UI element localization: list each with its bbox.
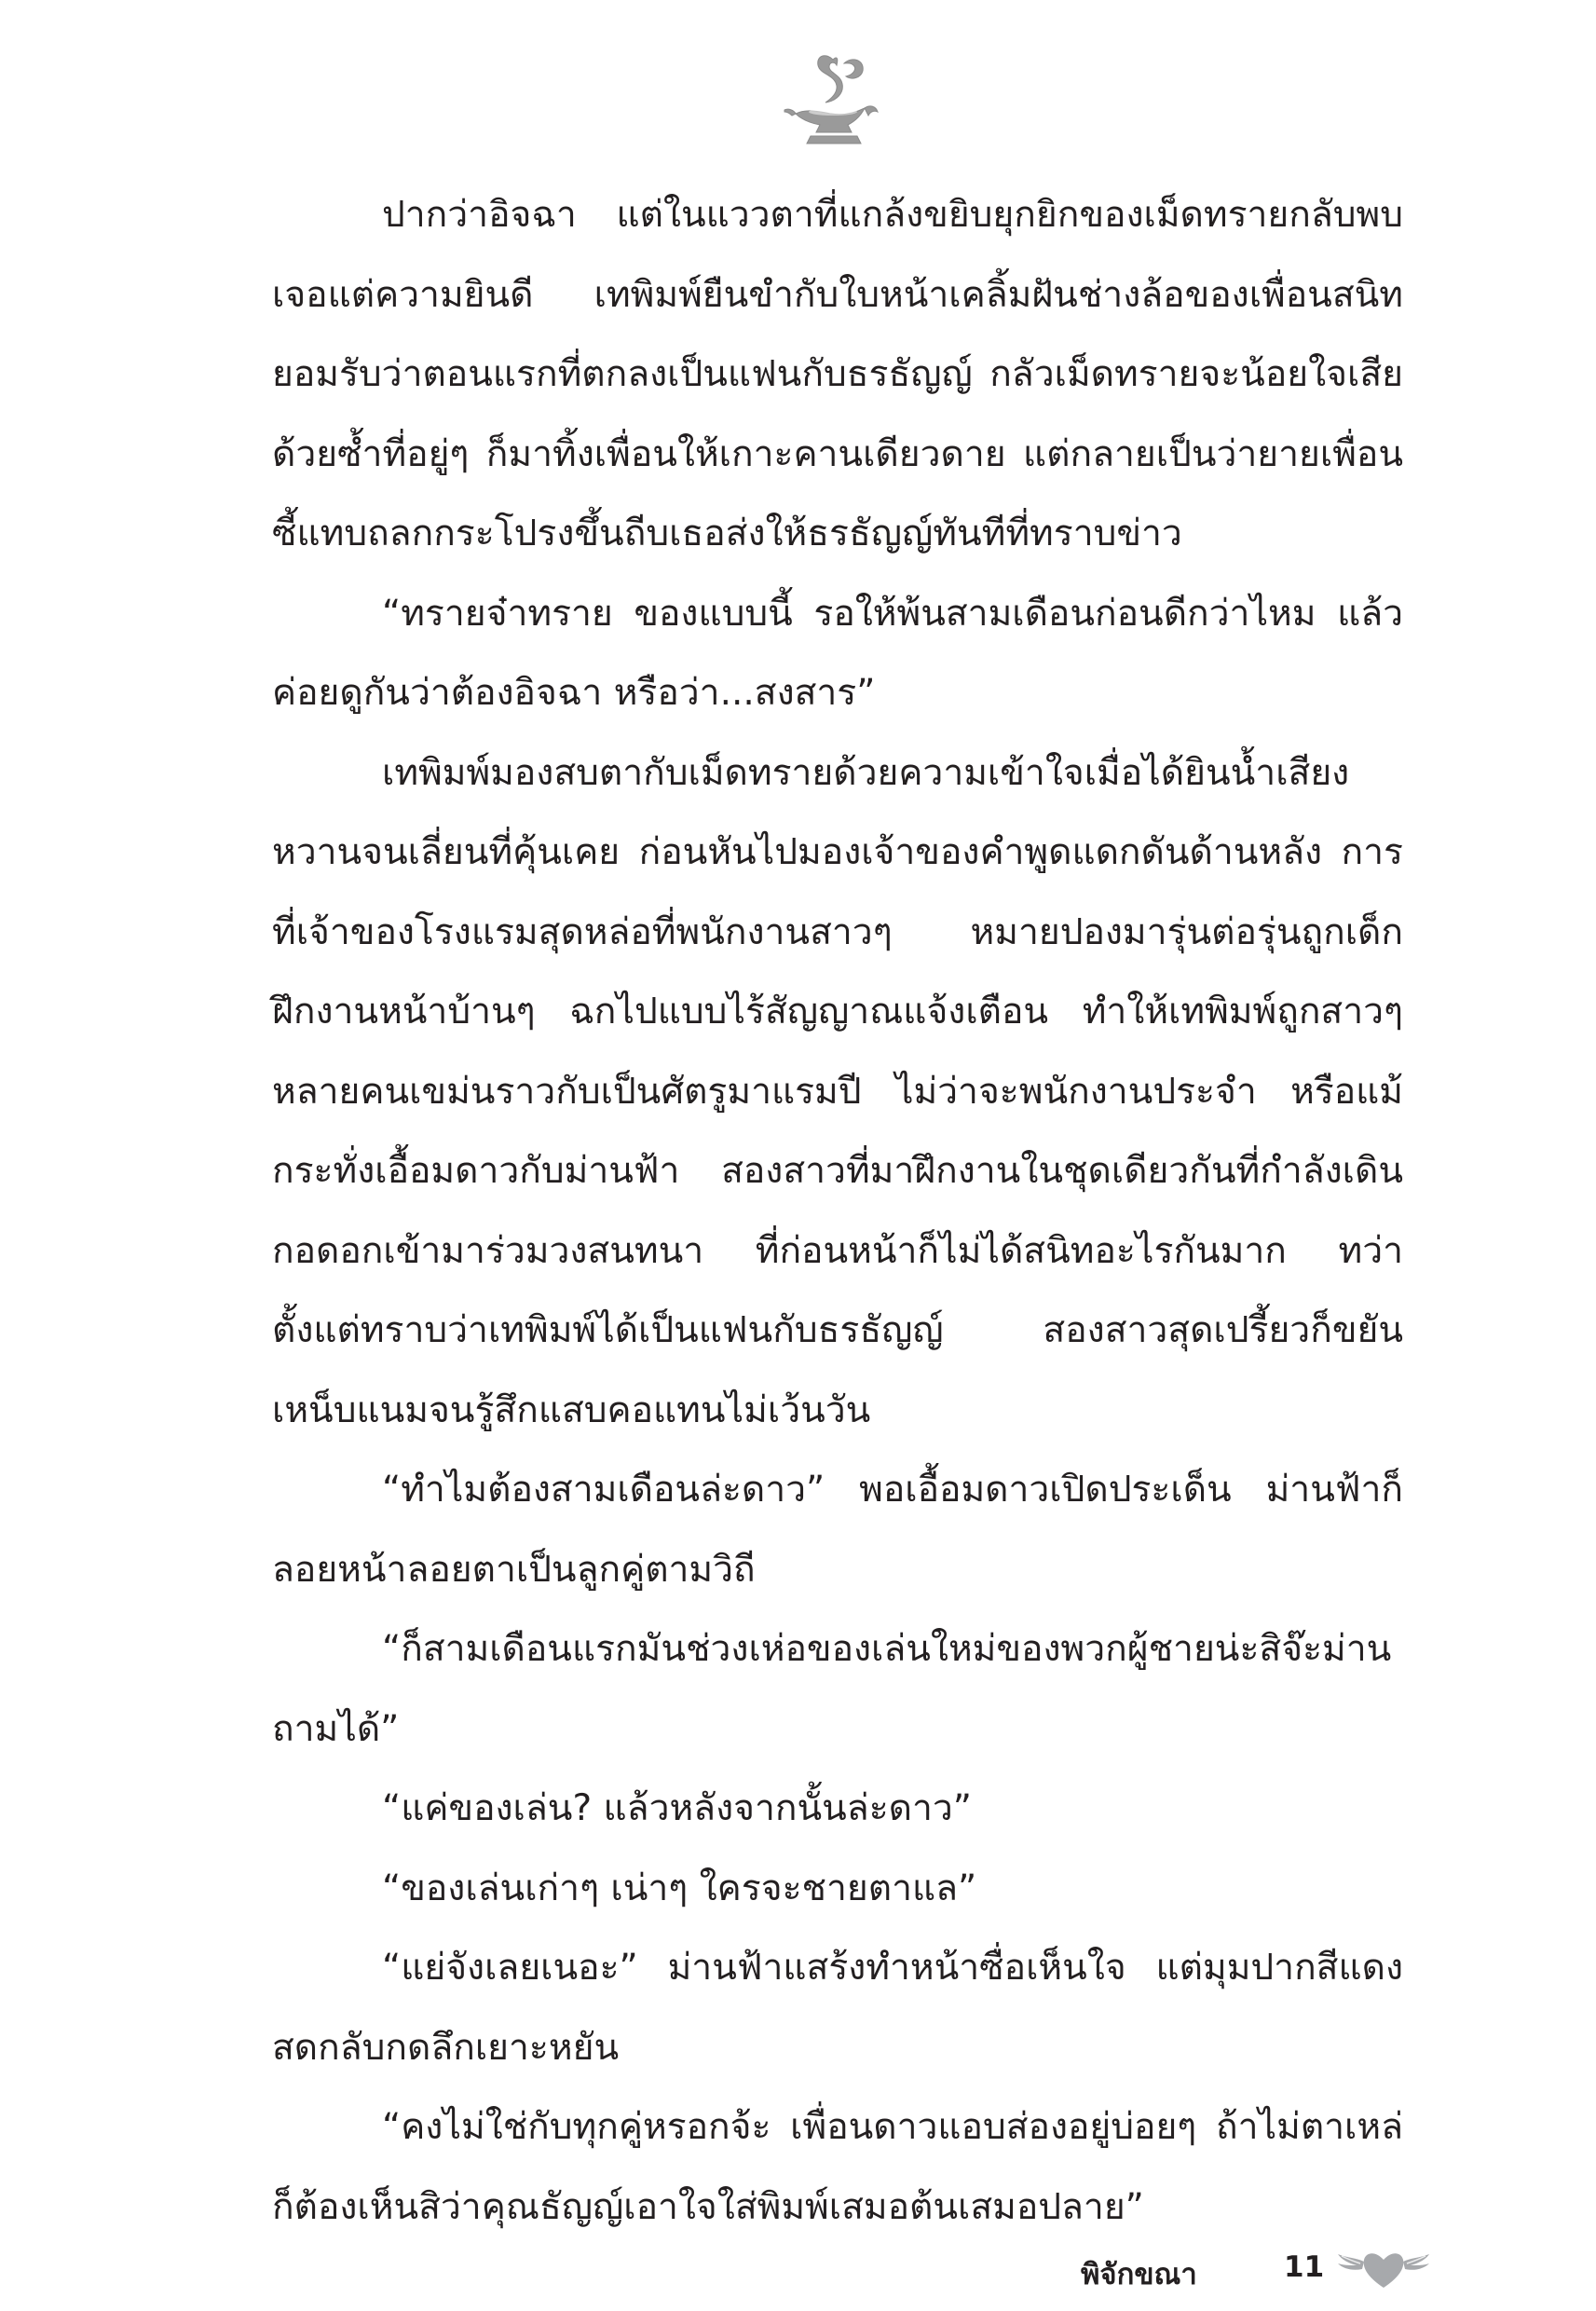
paragraph: “ของเล่นเก่าๆ เน่าๆ ใครจะชายตาแล” xyxy=(382,1867,977,1909)
paragraph: “ก็สามเดือนแรกมันช่วงเห่อของเล่นใหม่ของพวกผู้ชายน่ะสิจ๊ะม่าน ถามได้” xyxy=(272,1628,1392,1750)
paragraph: “ทำไมต้องสามเดือนล่ะดาว” พอเอื้อมดาวเปิดประเด็น ม่านฟ้าก็ลอยหน้าลอยตาเป็นลูกคู่ตามวิถี xyxy=(272,1469,1403,1591)
chapter-body-text xyxy=(272,175,1403,2247)
paragraph: “แย่จังเลยเนอะ” ม่านฟ้าแสร้งทำหน้าซื่อเห็นใจ แต่มุมปากสีแดงสดกลับกดลึกเยาะหยัน xyxy=(272,1947,1403,2069)
book-title: พิจักขณา xyxy=(1081,2258,1197,2291)
paragraph: “แค่ของเล่น? แล้วหลังจากนั้นล่ะดาว” xyxy=(382,1787,972,1829)
genie-lamp-icon xyxy=(779,47,881,158)
winged-heart-icon xyxy=(1332,2241,1435,2297)
paragraph: “ทรายจ๋าทราย ของแบบนี้ รอให้พ้นสามเดือนก่อนดีกว่าไหม แล้วค่อยดูกันว่าต้องอิจฉา หรือว่า...สงสาร” xyxy=(272,592,1403,714)
page-number: 11 xyxy=(1284,2250,1325,2284)
page-footer xyxy=(1081,2241,1453,2297)
paragraph: ปากว่าอิจฉา แต่ในแววตาที่แกล้งขยิบยุกยิกของเม็ดทรายกลับพบเจอแต่ความยินดี เทพิมพ์ยืนขำกับใบหน้าเคลิ้มฝันช่างล้อของเพื่อนสนิท ยอมรับว่าตอนแรกที่ตกลงเป็นแฟนกับธรธัญญ์ กลัวเม็ดทรายจะน้อยใจเสียด้วยซ้ำที่อยู่ๆ ก็มาทิ้งเพื่อนให้เกาะคานเดียวดาย แต่กลายเป็นว่ายายเพื่อนซี้แทบถลกกระโปรงขึ้นถีบเธอส่งให้ธรธัญญ์ทันทีที่ทราบข่าว xyxy=(272,194,1403,554)
paragraph: “คงไม่ใช่กับทุกคู่หรอกจ้ะ เพื่อนดาวแอบส่องอยู่บ่อยๆ ถ้าไม่ตาเหล่ก็ต้องเห็นสิว่าคุณธัญญ์เอาใจใส่พิมพ์เสมอต้นเสมอปลาย” xyxy=(272,2106,1403,2228)
paragraph: เทพิมพ์มองสบตากับเม็ดทรายด้วยความเข้าใจเมื่อได้ยินน้ำเสียงหวานจนเลี่ยนที่คุ้นเคย ก่อนหันไปมองเจ้าของคำพูดแดกดันด้านหลัง การที่เจ้าของโรงแรมสุดหล่อที่พนักงานสาวๆ หมายปองมารุ่นต่อรุ่นถูกเด็กฝึกงานหน้าบ้านๆ ฉกไปแบบไร้สัญญาณแจ้งเตือน ทำให้เทพิมพ์ถูกสาวๆ หลายคนเขม่นราวกับเป็นศัตรูมาแรมปี ไม่ว่าจะพนักงานประจำ หรือแม้กระทั่งเอื้อมดาวกับม่านฟ้า สองสาวที่มาฝึกงานในชุดเดียวกันที่กำลังเดินกอดอกเข้ามาร่วมวงสนทนา ที่ก่อนหน้าก็ไม่ได้สนิทอะไรกันมาก ทว่าตั้งแต่ทราบว่าเทพิมพ์ได้เป็นแฟนกับธรธัญญ์ สองสาวสุดเปรี้ยวก็ขยันเหน็บแนมจนรู้สึกแสบคอแทนไม่เว้นวัน xyxy=(272,751,1403,1431)
